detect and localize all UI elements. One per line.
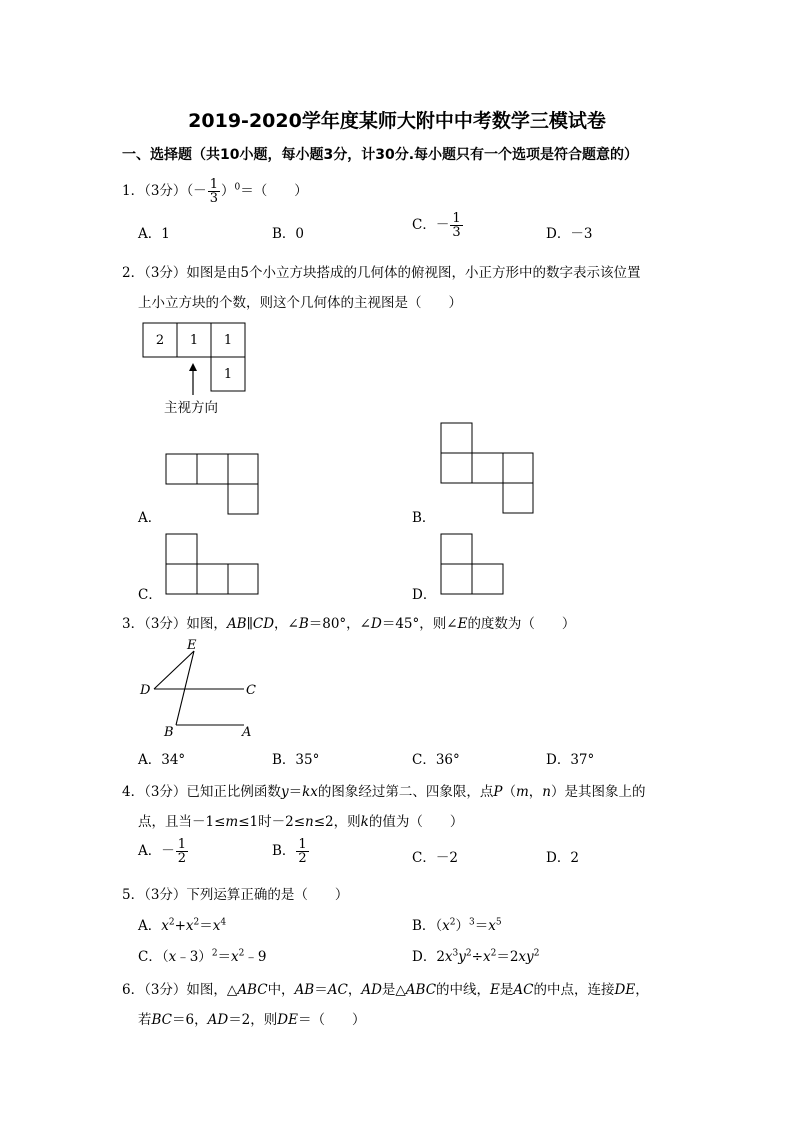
option-b-figure xyxy=(439,421,535,515)
stem-text: ≤1时－2≤ xyxy=(238,814,306,830)
point-label-e: E xyxy=(187,638,197,653)
option-label: B．（ xyxy=(412,918,443,934)
math-symbol: 2 xyxy=(509,949,519,965)
stem-text: 是 xyxy=(499,982,514,998)
q1-option-b: B．0 xyxy=(272,226,305,242)
question-6-line-2 xyxy=(138,1008,365,1028)
fraction-numerator: 1 xyxy=(452,211,461,226)
math-var: k xyxy=(360,814,369,830)
option-label: D．2 xyxy=(412,949,445,965)
cell-value: 1 xyxy=(223,367,233,382)
point-label-c: C xyxy=(246,683,256,698)
option-d-figure xyxy=(439,532,505,596)
math-var: x xyxy=(231,949,239,965)
fraction-numerator: 1 xyxy=(298,837,307,852)
stem-text: 6．（3分）如图，△ xyxy=(122,982,238,998)
math-var: AB xyxy=(294,982,315,998)
stem-text: ， xyxy=(635,982,649,998)
option-label: A．－ xyxy=(138,843,175,859)
q5-option-a xyxy=(138,914,226,934)
q4-option-b xyxy=(272,838,310,865)
math-symbol: + xyxy=(174,918,186,934)
point-label-b: B xyxy=(164,725,174,740)
stem-text: ，∠ xyxy=(274,616,299,632)
option-label: C．－ xyxy=(412,217,450,233)
math-var: y xyxy=(458,949,466,965)
fraction-denominator: 2 xyxy=(298,851,307,866)
math-var: x xyxy=(518,949,527,965)
math-var: x xyxy=(442,918,450,934)
stem-text: 4．（3分）已知正比例函数 xyxy=(122,784,281,800)
math-var: DE xyxy=(614,982,636,998)
exponent: 4 xyxy=(220,917,227,928)
stem-text: 中， xyxy=(267,982,295,998)
fraction-denominator: 2 xyxy=(177,851,187,866)
q2-option-a: A． xyxy=(138,510,162,526)
math-var: x xyxy=(168,949,177,965)
option-a-figure xyxy=(164,452,260,516)
stem-text: 的值为（ ） xyxy=(368,814,464,830)
option-label: C．（ xyxy=(138,949,169,965)
expr-text: ） xyxy=(220,183,235,199)
math-var: AC xyxy=(513,982,534,998)
point-label-a: A xyxy=(242,725,252,740)
q5-option-d xyxy=(412,945,539,965)
question-6-line-1 xyxy=(122,978,649,998)
question-2-line-2: 上小立方块的个数，则这个几何体的主视图是（ ） xyxy=(138,295,462,311)
stem-text: 的中点，连接 xyxy=(533,982,615,998)
q5-option-b xyxy=(412,914,502,934)
view-direction-label: 主视方向 xyxy=(164,400,218,416)
q5-option-c xyxy=(138,945,267,965)
expr-text: （－ xyxy=(186,183,207,199)
exponent: 2 xyxy=(533,948,540,959)
q1-option-a: A．1 xyxy=(138,226,170,242)
math-var: ABC xyxy=(237,982,268,998)
stem-text: ）是其图象上的 xyxy=(550,784,646,800)
math-var: E xyxy=(490,982,500,998)
stem-text: ， xyxy=(347,982,362,998)
question-number: 1．（3分） xyxy=(122,183,187,199)
math-var: x xyxy=(161,918,169,934)
cell-value: 1 xyxy=(189,333,199,348)
math-symbol: ＝ xyxy=(496,949,510,965)
fraction xyxy=(208,178,220,205)
question-4-line-1 xyxy=(122,780,645,800)
math-var: E xyxy=(457,616,468,632)
q2-option-b: B． xyxy=(412,510,436,526)
math-var: y xyxy=(526,949,534,965)
q3-option-b: B．35° xyxy=(272,752,320,768)
exponent: 2 xyxy=(168,917,175,928)
math-var: AC xyxy=(327,982,348,998)
exponent: 2 xyxy=(490,948,497,959)
math-symbol: ＝ xyxy=(288,784,303,800)
question-2-line-1: 2．（3分）如图是由5个小立方块搭成的几何体的俯视图，小正方形中的数字表示该位置 xyxy=(122,265,641,281)
stem-text: 3．（3分）如图， xyxy=(122,616,227,632)
math-symbol: ） xyxy=(455,918,470,934)
exponent: 2 xyxy=(465,948,472,959)
option-label: B． xyxy=(272,843,296,859)
math-var: DE xyxy=(277,1012,298,1028)
math-var: AB xyxy=(226,616,247,632)
math-var: AD xyxy=(207,1012,229,1028)
stem-text: （ xyxy=(502,784,516,800)
q3-option-d: D．37° xyxy=(546,752,595,768)
point-label-d: D xyxy=(140,683,151,698)
math-var: x xyxy=(482,949,491,965)
stem-text: ＝80°，∠ xyxy=(308,616,371,632)
cell-value: 1 xyxy=(223,333,233,348)
stem-text: 点，且当－1≤ xyxy=(138,814,226,830)
math-var: x xyxy=(488,918,496,934)
question-4-line-2 xyxy=(138,810,463,830)
question-3-stem xyxy=(122,612,575,632)
math-var: B xyxy=(298,616,309,632)
math-var: x xyxy=(185,918,194,934)
cell-value: 2 xyxy=(155,333,165,348)
math-var: n xyxy=(305,814,314,830)
question-1-stem xyxy=(122,178,308,205)
math-symbol: ＝ xyxy=(199,918,213,934)
math-symbol: ＝ xyxy=(217,949,232,965)
math-var: D xyxy=(371,616,382,632)
question-5-stem: 5．（3分）下列运算正确的是（ ） xyxy=(122,887,349,903)
q3-option-a: A．34° xyxy=(138,752,186,768)
exponent: 5 xyxy=(495,917,502,928)
exponent: 3 xyxy=(452,948,459,959)
fraction-numerator: 1 xyxy=(209,177,218,192)
math-var: n xyxy=(542,784,551,800)
math-var: AD xyxy=(361,982,382,998)
math-symbol: ＝ xyxy=(314,982,328,998)
arrow-up-icon xyxy=(185,362,201,396)
math-symbol: ﹣9 xyxy=(244,949,267,965)
fraction xyxy=(296,838,308,865)
math-var: BC xyxy=(151,1012,173,1028)
stem-text: ＝45°，则∠ xyxy=(381,616,458,632)
q1-option-c xyxy=(412,212,464,239)
stem-text: ＝（ ） xyxy=(297,1012,366,1028)
stem-text: 的图象经过第二、四象限，点 xyxy=(317,784,494,800)
q1-option-d: D．－3 xyxy=(546,226,593,242)
fraction-numerator: 1 xyxy=(177,837,187,852)
math-var: kx xyxy=(302,784,318,800)
exponent: 3 xyxy=(469,917,475,928)
section-heading: 一、选择题（共10小题，每小题3分，计30分.每小题只有一个选项是符合题意的） xyxy=(122,147,639,163)
q4-option-d: D．2 xyxy=(546,850,579,866)
q3-option-c: C．36° xyxy=(412,752,460,768)
q2-option-c: C． xyxy=(138,587,162,603)
fraction-denominator: 3 xyxy=(209,191,218,206)
math-symbol: ÷ xyxy=(471,949,483,965)
stem-text: ＝2，则 xyxy=(228,1012,278,1028)
fraction xyxy=(450,212,462,239)
math-var: ABC xyxy=(405,982,437,998)
exponent: 2 xyxy=(193,917,200,928)
exponent: 2 xyxy=(449,917,456,928)
stem-text: ＝6， xyxy=(172,1012,208,1028)
stem-text: 的度数为（ ） xyxy=(467,616,576,632)
stem-text: ， xyxy=(528,784,543,800)
math-symbol: ﹣3） xyxy=(176,949,212,965)
parallel-lines-figure xyxy=(136,636,266,742)
option-label: A． xyxy=(138,918,162,934)
fraction xyxy=(176,838,188,865)
math-var: P xyxy=(493,784,503,800)
stem-text: 若 xyxy=(138,1012,152,1028)
q4-option-c: C．－2 xyxy=(412,850,458,866)
q2-option-d: D． xyxy=(412,587,437,603)
stem-text: 的中线， xyxy=(436,982,491,998)
math-var: y xyxy=(280,784,289,800)
exponent: 2 xyxy=(211,948,218,959)
math-symbol: ＝ xyxy=(474,918,489,934)
page-title: 2019-2020学年度某师大附中中考数学三模试卷 xyxy=(188,110,606,132)
exponent: 0 xyxy=(234,182,241,193)
stem-text: ≤2，则 xyxy=(313,814,361,830)
math-symbol: ∥ xyxy=(246,616,253,632)
fraction-denominator: 3 xyxy=(452,225,461,240)
stem-text: 是△ xyxy=(381,982,406,998)
q4-option-a xyxy=(138,838,189,865)
exponent: 2 xyxy=(238,948,245,959)
math-var: x xyxy=(444,949,453,965)
expr-text: ＝（ ） xyxy=(240,183,308,199)
option-c-figure xyxy=(164,532,260,596)
math-var: CD xyxy=(252,616,275,632)
math-var: x xyxy=(212,918,221,934)
math-var: m xyxy=(515,784,529,800)
math-var: m xyxy=(225,814,239,830)
